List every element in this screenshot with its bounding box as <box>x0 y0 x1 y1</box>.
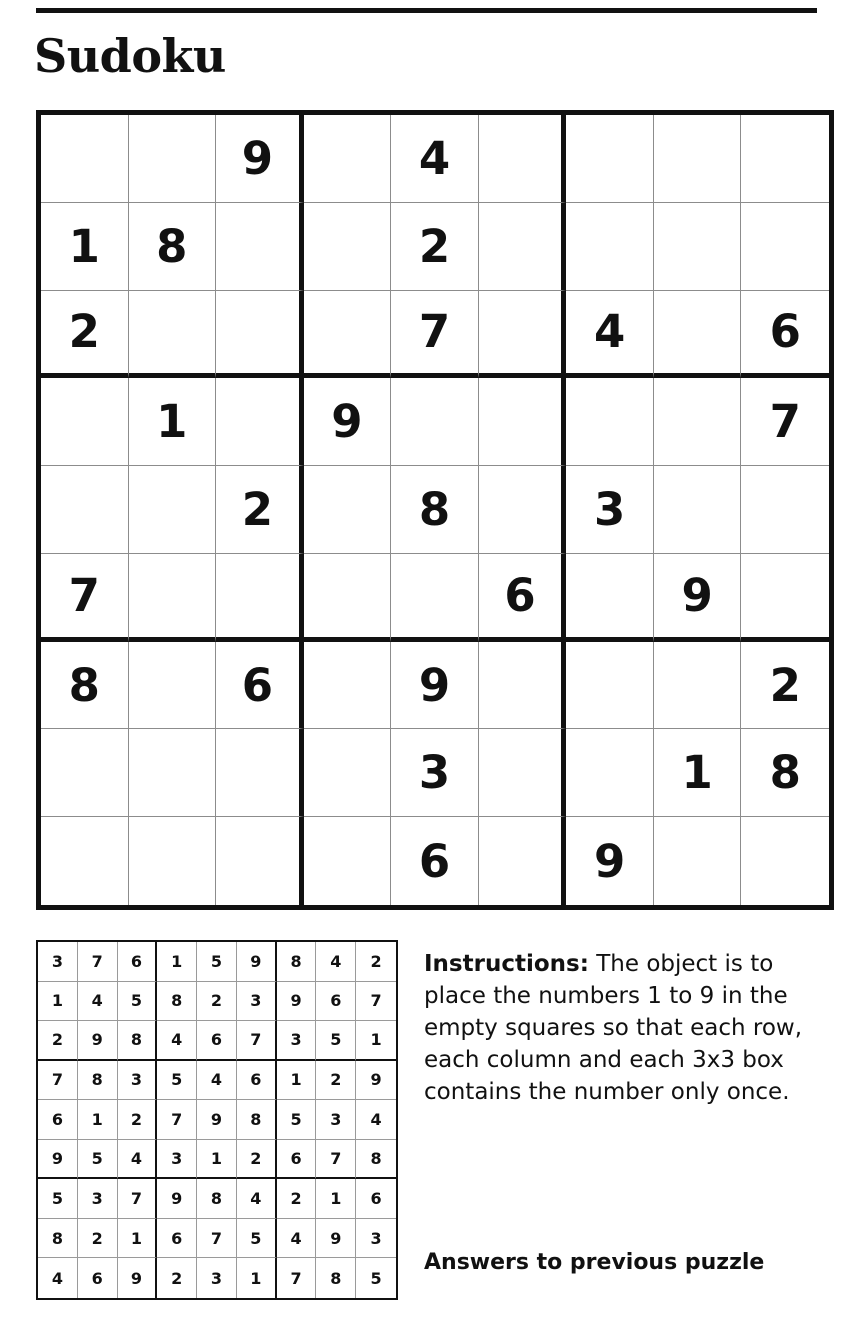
answer-cell-r8c9: 3 <box>356 1219 396 1259</box>
puzzle-cell-r4c5[interactable] <box>391 378 479 466</box>
answer-cell-r2c6: 3 <box>237 982 277 1022</box>
puzzle-cell-r8c9[interactable]: 8 <box>741 729 829 817</box>
puzzle-cell-r2c7[interactable] <box>566 203 654 291</box>
puzzle-cell-r7c5[interactable]: 9 <box>391 642 479 730</box>
answer-cell-r8c4: 6 <box>157 1219 197 1259</box>
puzzle-cell-r2c9[interactable] <box>741 203 829 291</box>
puzzle-cell-r9c2[interactable] <box>129 817 217 905</box>
answer-cell-r6c2: 5 <box>78 1140 118 1180</box>
answer-cell-r6c3: 4 <box>118 1140 158 1180</box>
answer-cell-r8c1: 8 <box>38 1219 78 1259</box>
answer-cell-r7c3: 7 <box>118 1179 158 1219</box>
puzzle-cell-r9c5[interactable]: 6 <box>391 817 479 905</box>
answer-cell-r3c2: 9 <box>78 1021 118 1061</box>
answer-cell-r8c3: 1 <box>118 1219 158 1259</box>
puzzle-cell-r9c6[interactable] <box>479 817 567 905</box>
puzzle-cell-r9c7[interactable]: 9 <box>566 817 654 905</box>
answer-cell-r9c9: 5 <box>370 1268 382 1288</box>
answer-cell-r7c8: 1 <box>316 1179 356 1219</box>
answer-cell-r4c3: 3 <box>118 1061 158 1101</box>
puzzle-cell-r6c3[interactable] <box>216 554 304 642</box>
puzzle-cell-r2c4[interactable] <box>304 203 392 291</box>
puzzle-cell-r6c8[interactable]: 9 <box>654 554 742 642</box>
puzzle-cell-r6c5[interactable] <box>391 554 479 642</box>
puzzle-cell-r5c3[interactable]: 2 <box>216 466 304 554</box>
puzzle-cell-r8c5[interactable]: 3 <box>391 729 479 817</box>
answer-cell-r9c6: 1 <box>237 1258 277 1298</box>
top-divider <box>36 8 817 13</box>
puzzle-cell-r3c3[interactable] <box>216 291 304 379</box>
answer-cell-r5c4: 7 <box>157 1100 197 1140</box>
puzzle-cell-r1c6[interactable] <box>479 115 567 203</box>
answer-cell-r1c2: 7 <box>78 942 118 982</box>
answer-cell-r3c1: 2 <box>38 1021 78 1061</box>
answer-cell-r2c7: 9 <box>277 982 317 1022</box>
answer-cell-r8c2: 2 <box>78 1219 118 1259</box>
puzzle-cell-r5c1[interactable] <box>41 466 129 554</box>
answer-cell-r8c8: 9 <box>316 1219 356 1259</box>
puzzle-cell-r4c4[interactable]: 9 <box>304 378 392 466</box>
answer-cell-r6c7: 6 <box>277 1140 317 1180</box>
puzzle-cells-container <box>41 115 829 905</box>
answer-cell-r5c8: 3 <box>316 1100 356 1140</box>
puzzle-cell-r4c3[interactable] <box>216 378 304 466</box>
puzzle-cell-r2c1[interactable]: 1 <box>41 203 129 291</box>
answer-cell-r5c3: 2 <box>118 1100 158 1140</box>
answer-cell-r8c6: 5 <box>237 1219 277 1259</box>
puzzle-cell-r6c4[interactable] <box>304 554 392 642</box>
puzzle-cell-r5c6[interactable] <box>479 466 567 554</box>
answer-cell-r2c4: 8 <box>157 982 197 1022</box>
puzzle-cell-r1c9[interactable] <box>741 115 829 203</box>
puzzle-cell-r8c6[interactable] <box>479 729 567 817</box>
puzzle-cell-r5c9[interactable] <box>741 466 829 554</box>
puzzle-cell-r2c8[interactable] <box>654 203 742 291</box>
puzzle-cell-r4c6[interactable] <box>479 378 567 466</box>
answer-cell-r4c4: 5 <box>157 1061 197 1101</box>
puzzle-cell-r5c5[interactable]: 8 <box>391 466 479 554</box>
answers-caption: Answers to previous puzzle <box>424 1250 765 1275</box>
answer-cell-r4c8: 2 <box>316 1061 356 1101</box>
puzzle-cell-r8c3[interactable] <box>216 729 304 817</box>
answer-cell-r7c6: 4 <box>237 1179 277 1219</box>
puzzle-cell-r1c1[interactable] <box>41 115 129 203</box>
instructions-body: The object is to place the numbers 1 to 9 in the empty squares so that each row, each column and each 3x3 box contains the number only once. <box>424 951 803 1105</box>
answer-cell-r9c5: 3 <box>197 1258 237 1298</box>
puzzle-cell-r8c8[interactable]: 1 <box>654 729 742 817</box>
answer-cell-r4c5: 4 <box>197 1061 237 1101</box>
puzzle-cell-r1c2[interactable] <box>129 115 217 203</box>
puzzle-cell-r6c7[interactable] <box>566 554 654 642</box>
answer-cell-r1c1: 3 <box>38 942 78 982</box>
answer-cell-r5c7: 5 <box>277 1100 317 1140</box>
puzzle-cell-r9c9[interactable] <box>741 817 829 905</box>
puzzle-cell-r3c2[interactable] <box>129 291 217 379</box>
puzzle-cell-r5c8[interactable] <box>654 466 742 554</box>
puzzle-cell-r4c7[interactable] <box>566 378 654 466</box>
answer-cell-r6c4: 3 <box>157 1140 197 1180</box>
answer-cell-r3c5: 6 <box>197 1021 237 1061</box>
puzzle-cell-r9c8[interactable] <box>654 817 742 905</box>
answer-cell-r1c8: 4 <box>316 942 356 982</box>
puzzle-cell-r2c6[interactable] <box>479 203 567 291</box>
puzzle-cell-r1c4[interactable] <box>304 115 392 203</box>
answer-cell-r9c7: 7 <box>277 1258 317 1298</box>
puzzle-cell-r1c7[interactable] <box>566 115 654 203</box>
answer-cell-r7c5: 8 <box>197 1179 237 1219</box>
answer-cell-r2c9: 7 <box>356 982 396 1022</box>
answer-cell-r3c9: 1 <box>356 1021 396 1061</box>
answer-cell-r3c8: 5 <box>316 1021 356 1061</box>
puzzle-cell-r6c6[interactable]: 6 <box>479 554 567 642</box>
answer-cell-r7c9: 6 <box>356 1179 396 1219</box>
puzzle-cell-r7c6[interactable] <box>479 642 567 730</box>
puzzle-cell-r8c1[interactable] <box>41 729 129 817</box>
puzzle-cell-r7c8[interactable] <box>654 642 742 730</box>
answer-cell-r1c7: 8 <box>277 942 317 982</box>
answer-cell-r9c1: 4 <box>38 1258 78 1298</box>
puzzle-cell-r2c3[interactable] <box>216 203 304 291</box>
answer-cell-r6c5: 1 <box>197 1140 237 1180</box>
answer-cell-r9c2: 6 <box>78 1258 118 1298</box>
answer-cell-r6c8: 7 <box>316 1140 356 1180</box>
answer-cell-r5c5: 9 <box>197 1100 237 1140</box>
answer-cell-r1c3: 6 <box>118 942 158 982</box>
puzzle-cell-r3c7[interactable]: 4 <box>566 291 654 379</box>
answer-cell-r3c7: 3 <box>277 1021 317 1061</box>
answer-cell-r2c5: 2 <box>197 982 237 1022</box>
puzzle-cell-r4c8[interactable] <box>654 378 742 466</box>
answer-cell-r7c4: 9 <box>157 1179 197 1219</box>
puzzle-cell-r3c9[interactable]: 6 <box>741 291 829 379</box>
answer-cells-container <box>38 942 396 1298</box>
puzzle-cell-r8c4[interactable] <box>304 729 392 817</box>
puzzle-cell-r2c5[interactable]: 2 <box>391 203 479 291</box>
answer-cell-r9c3: 9 <box>118 1258 158 1298</box>
puzzle-cell-r4c9[interactable]: 7 <box>741 378 829 466</box>
answer-cell-r1c4: 1 <box>157 942 197 982</box>
answer-cell-r1c9: 2 <box>356 942 396 982</box>
answer-cell-r5c1: 6 <box>38 1100 78 1140</box>
answer-cell-r9c4: 2 <box>157 1258 197 1298</box>
answer-cell-r3c4: 4 <box>157 1021 197 1061</box>
instructions-label: Instructions: <box>424 951 589 977</box>
answer-cell-r2c2: 4 <box>78 982 118 1022</box>
answer-cell-r7c2: 3 <box>78 1179 118 1219</box>
answer-cell-r2c1: 1 <box>38 982 78 1022</box>
puzzle-cell-r3c5[interactable]: 7 <box>391 291 479 379</box>
sudoku-puzzle-grid <box>36 110 834 910</box>
answer-cell-r2c8: 6 <box>316 982 356 1022</box>
previous-puzzle-answer-grid <box>36 940 398 1300</box>
puzzle-cell-r1c8[interactable] <box>654 115 742 203</box>
answer-cell-r6c9: 8 <box>356 1140 396 1180</box>
puzzle-cell-r3c8[interactable] <box>654 291 742 379</box>
puzzle-cell-r7c1[interactable]: 8 <box>41 642 129 730</box>
puzzle-cell-r2c2[interactable]: 8 <box>129 203 217 291</box>
puzzle-cell-r7c9[interactable]: 2 <box>741 642 829 730</box>
puzzle-cell-r4c2[interactable]: 1 <box>129 378 217 466</box>
answer-cell-r4c1: 7 <box>38 1061 78 1101</box>
answer-cell-r5c2: 1 <box>78 1100 118 1140</box>
puzzle-cell-r7c7[interactable] <box>566 642 654 730</box>
answer-cell-r5c9: 4 <box>356 1100 396 1140</box>
puzzle-cell-r1c3[interactable]: 9 <box>216 115 304 203</box>
answer-cell-r8c5: 7 <box>197 1219 237 1259</box>
instructions-text <box>424 948 824 1108</box>
puzzle-cell-r9c3[interactable] <box>216 817 304 905</box>
puzzle-cell-r3c4[interactable] <box>304 291 392 379</box>
answer-cell-r6c6: 2 <box>237 1140 277 1180</box>
puzzle-cell-r3c6[interactable] <box>479 291 567 379</box>
puzzle-cell-r7c3[interactable]: 6 <box>216 642 304 730</box>
answer-cell-r4c7: 1 <box>277 1061 317 1101</box>
answer-cell-r1c6: 9 <box>237 942 277 982</box>
answer-cell-r9c8: 8 <box>316 1258 356 1298</box>
answer-cell-r8c7: 4 <box>277 1219 317 1259</box>
answer-cell-r3c6: 7 <box>237 1021 277 1061</box>
answer-cell-r1c5: 5 <box>197 942 237 982</box>
puzzle-cell-r3c1[interactable]: 2 <box>41 291 129 379</box>
puzzle-cell-r6c9[interactable] <box>741 554 829 642</box>
page-title: Sudoku <box>34 29 226 83</box>
answer-cell-r4c6: 6 <box>237 1061 277 1101</box>
puzzle-cell-r5c2[interactable] <box>129 466 217 554</box>
puzzle-cell-r7c4[interactable] <box>304 642 392 730</box>
puzzle-cell-r7c2[interactable] <box>129 642 217 730</box>
answer-cell-r6c1: 9 <box>38 1140 78 1180</box>
answer-cell-r2c3: 5 <box>118 982 158 1022</box>
puzzle-cell-r4c1[interactable] <box>41 378 129 466</box>
answer-cell-r4c9: 9 <box>356 1061 396 1101</box>
puzzle-cell-r5c7[interactable]: 3 <box>566 466 654 554</box>
answer-cell-r5c6: 8 <box>237 1100 277 1140</box>
puzzle-cell-r6c2[interactable] <box>129 554 217 642</box>
puzzle-cell-r8c2[interactable] <box>129 729 217 817</box>
puzzle-cell-r9c4[interactable] <box>304 817 392 905</box>
puzzle-cell-r9c1[interactable] <box>41 817 129 905</box>
puzzle-cell-r8c7[interactable] <box>566 729 654 817</box>
answer-cell-r4c2: 8 <box>78 1061 118 1101</box>
answer-cell-r7c1: 5 <box>38 1179 78 1219</box>
puzzle-cell-r5c4[interactable] <box>304 466 392 554</box>
answer-cell-r7c7: 2 <box>277 1179 317 1219</box>
answer-cell-r3c3: 8 <box>118 1021 158 1061</box>
puzzle-cell-r1c5[interactable]: 4 <box>391 115 479 203</box>
puzzle-cell-r6c1[interactable]: 7 <box>41 554 129 642</box>
